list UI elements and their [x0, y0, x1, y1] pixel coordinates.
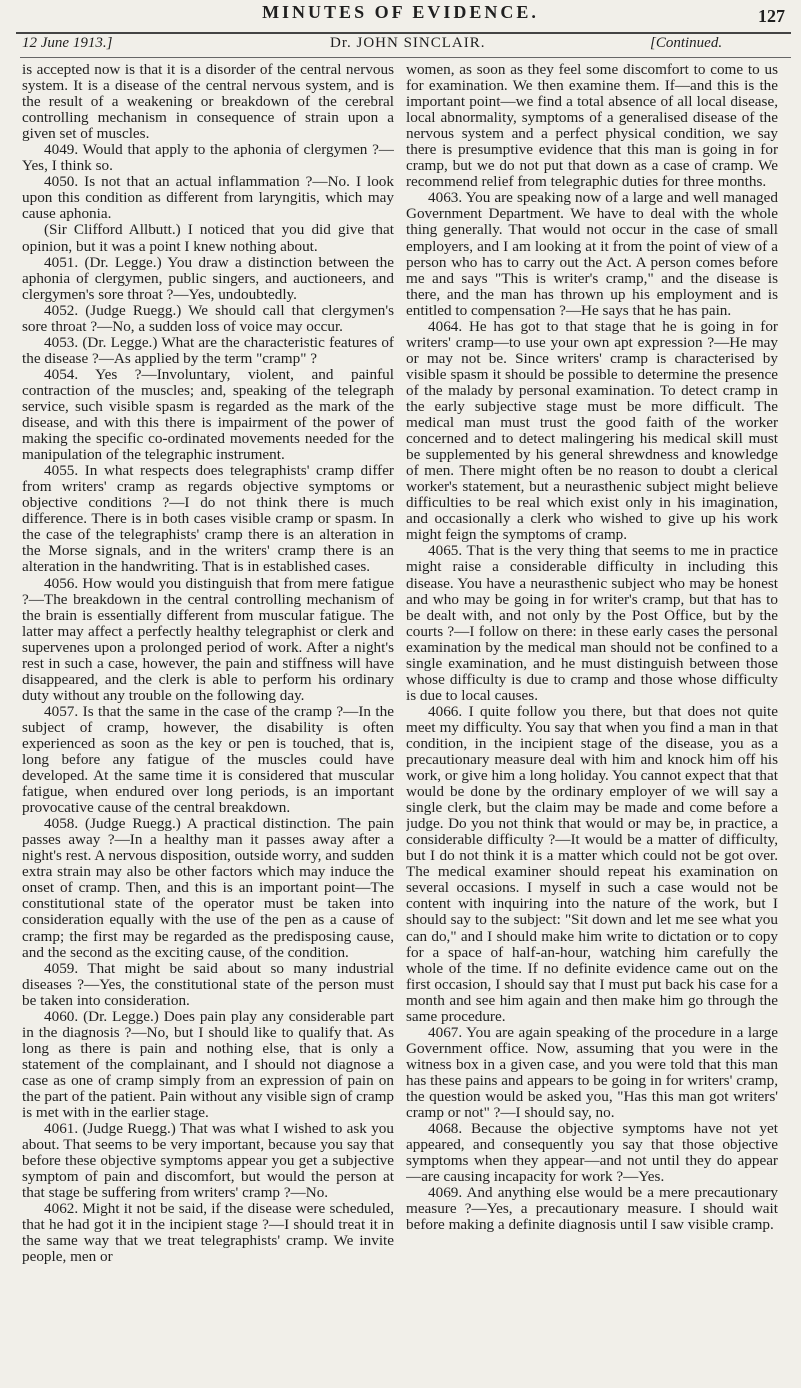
- paragraph: 4053. (Dr. Legge.) What are the characteristic features of the disease ?—As applied by the term "cramp" ?: [22, 333, 394, 367]
- paragraph: 4066. I quite follow you there, but that does not quite meet my difficulty. You say that when you find a man in that condition, in the incipient stage of the disease, you as a precautionary measure deal with him and knock him off his work, or give him a long holiday. You cannot expect that that would be done by the ordinary employer of we will say a single clerk, but the claim may be made and come before a judge. Do you not think that would or may be, in practice, a considerable difficulty ?—It would be a matter of difficulty, but I do not think it is a matter which could not be got over. The medical examiner should repeat his examination on several occasions. I myself in such a case would not be content with inquiring into the nature of the work, but I should say to the subject: "Sit down and let me see what you can do," and I should make him write to dictation or to copy for a space of half-an-hour, watching him carefully the whole of the time. If no definite evidence came out on the first occasion, I should say that I must put back his case for a month and see him again and then make him go through the same procedure.: [406, 702, 778, 1025]
- paragraph: women, as soon as they feel some discomfort to come to us for examination. We then examine them. If—and this is the important point—we find a total absence of all local disease, local abnormality, symptoms of a generalised disease of the nervous system and a perfect physical condition, we say there is presumptive evidence that this man is going in for cramp, but we do not put that down as a case of cramp. We recommend relief from telegraphic duties for three months.: [406, 62, 778, 191]
- paragraph: 4060. (Dr. Legge.) Does pain play any considerable part in the diagnosis ?—No, but I should like to qualify that. As long as there is pain and nothing else, that is only a statement of the complainant, and I should not diagnose a case as one of cramp simply from an expression of pain on the part of the patient. Pain without any visible sign of cramp is met with in the earlier stage.: [22, 1007, 394, 1122]
- paragraph: 4068. Because the objective symptoms have not yet appeared, and consequently you say that those objective symptoms when they appear—and not until they do appear—are causing incapacity for work ?—Yes.: [406, 1120, 778, 1186]
- subheader: [0, 34, 801, 54]
- paragraph: 4062. Might it not be said, if the disease were scheduled, that he had got it in the incipient stage ?—I should treat it in the same way that we treat telegraphists' cramp. We invite people, men or: [22, 1200, 394, 1266]
- paragraph: 4050. Is not that an actual inflammation ?—No. I look upon this condition as different from laryngitis, which may cause aphonia.: [22, 173, 394, 223]
- paragraph: (Sir Clifford Allbutt.) I noticed that you did give that opinion, but it was a point I knew nothing about.: [22, 221, 394, 255]
- page-number: 127: [758, 6, 785, 26]
- paragraph: 4067. You are again speaking of the procedure in a large Government office. Now, assuming that you were in the witness box in a given case, and you were told that this man has these pains and appears to be going in for writers' cramp, the question would be asked you, "Has this man got writers' cramp or not" ?—I should say, no.: [406, 1023, 778, 1122]
- paragraph: 4056. How would you distinguish that from mere fatigue ?—The breakdown in the central controlling mechanism of the brain is essentially different from muscular fatigue. The latter may affect a perfectly healthy telegraphist or clerk and supervenes upon a prolonged period of work. After a night's rest in such a case, however, the pain and stiffness will have disappeared, and the clerk is able to perform his ordinary duty without any trouble on the following day.: [22, 574, 394, 704]
- paragraph: is accepted now is that it is a disorder of the central nervous system. It is a disease of the central nervous system, and is the result of a weakening or breakdown of the cerebral controlling mechanism in consequence of strain upon a given set of muscles.: [22, 62, 394, 143]
- paragraph: 4069. And anything else would be a mere precautionary measure ?—Yes, a precautionary measure. I should wait before making a definite diagnosis until I saw visible cramp.: [406, 1184, 778, 1234]
- paragraph: 4061. (Judge Ruegg.) That was what I wished to ask you about. That seems to be very important, because you say that before these objective symptoms appear you get a subjective symptom of pain and discomfort, but would the person at that stage be suffering from writers' cramp ?—No.: [22, 1120, 394, 1202]
- right-column: [406, 62, 778, 1382]
- paragraph: 4057. Is that the same in the case of the cramp ?—In the subject of cramp, however, the disability is often experienced as soon as the key or pen is touched, that is, long before any fatigue of the muscles could have developed. At the same time it is considered that muscular fatigue, when endured over long periods, is an important provocative cause of the central breakdown.: [22, 702, 394, 817]
- running-head: [0, 0, 801, 30]
- paragraph: 4064. He has got to that stage that he is going in for writers' cramp—to use your own apt expression ?—He may or may not be. Since writers' cramp is characterised by visible spasm it should be possible to determine the presence of the malady by personal examination. To detect cramp in the early subjective stage must be more difficult. The medical man must trust the good faith of the worker concerned and to detect malingering his medical skill must be supplemented by his general shrewdness and knowledge of men. There might often be no reason to doubt a clerical worker's statement, but a neurasthenic subject might believe difficulties to be real which exist only in his imagination, and occasionally a clerk who wished to give up his work might feign the symptoms of cramp.: [406, 317, 778, 544]
- paragraph: 4055. In what respects does telegraphists' cramp differ from writers' cramp as regards objective symptoms or objective conditions ?—I do not think there is much difference. There is in both cases visible cramp or spasm. In the case of the telegraphists' cramp there is an alteration in the Morse signals, and in the writers' cramp there is an alteration in the handwriting. That is in established cases.: [22, 462, 394, 576]
- continued-label: [Continued.: [650, 35, 723, 51]
- running-title: MINUTES OF EVIDENCE.: [262, 2, 539, 22]
- paragraph: 4063. You are speaking now of a large and well managed Government Department. We have to deal with the whole thing generally. That would not occur in the case of small employers, and I am looking at it from the point of view of a person who has to carry out the Act. A person comes before me and says "This is writer's cramp," and the disease is there, and the man has thrown up his employment and is entitled to compensation ?—He says that he has pain.: [406, 189, 778, 319]
- paragraph: 4054. Yes ?—Involuntary, violent, and painful contraction of the muscles; and, speaking of the telegraph service, such visible spasm is regarded as the mark of the disease, and with this there is impairment of the power of making the specific co-ordinated movements needed for the manipulation of the telegraphic instrument.: [22, 365, 394, 464]
- witness-name: Dr. JOHN SINCLAIR.: [330, 35, 486, 51]
- paragraph: 4049. Would that apply to the aphonia of clergymen ?—Yes, I think so.: [22, 141, 394, 175]
- paragraph: 4059. That might be said about so many industrial diseases ?—Yes, the constitutional state of the person must be taken into consideration.: [22, 959, 394, 1009]
- paragraph: 4065. That is the very thing that seems to me in practice might raise a considerable difficulty in including this disease. You have a neurasthenic subject who may be honest and who may be going in for writer's cramp, but that has to be dealt with, and not only by the Post Office, but by the courts ?—I follow on there: in these early cases the personal examination by the medical man should not be confined to a single examination, and he must distinguish between those whose difficulty is due to cramp and those whose difficulty is due to local causes.: [406, 542, 778, 704]
- left-column: [22, 62, 394, 1382]
- paragraph: 4052. (Judge Ruegg.) We should call that clergymen's sore throat ?—No, a sudden loss of voice may occur.: [22, 301, 394, 335]
- paragraph: 4058. (Judge Ruegg.) A practical distinction. The pain passes away ?—In a healthy man it passes away after a night's rest. A nervous disposition, outside worry, and sudden extra strain may also be other factors which may induce the onset of cramp. Then, and this is an important point—The constitutional state of the operator must be taken into consideration equally with the use of the pen as a cause of cramp; the first may be regarded as the predisposing cause, and the second as the exciting cause, of the condition.: [22, 815, 394, 961]
- subheader-rule: [20, 57, 791, 58]
- session-date: 12 June 1913.]: [22, 35, 113, 51]
- paragraph: 4051. (Dr. Legge.) You draw a distinction between the aphonia of clergymen, public singers, and auctioneers, and clergymen's sore throat ?—Yes, undoubtedly.: [22, 253, 394, 303]
